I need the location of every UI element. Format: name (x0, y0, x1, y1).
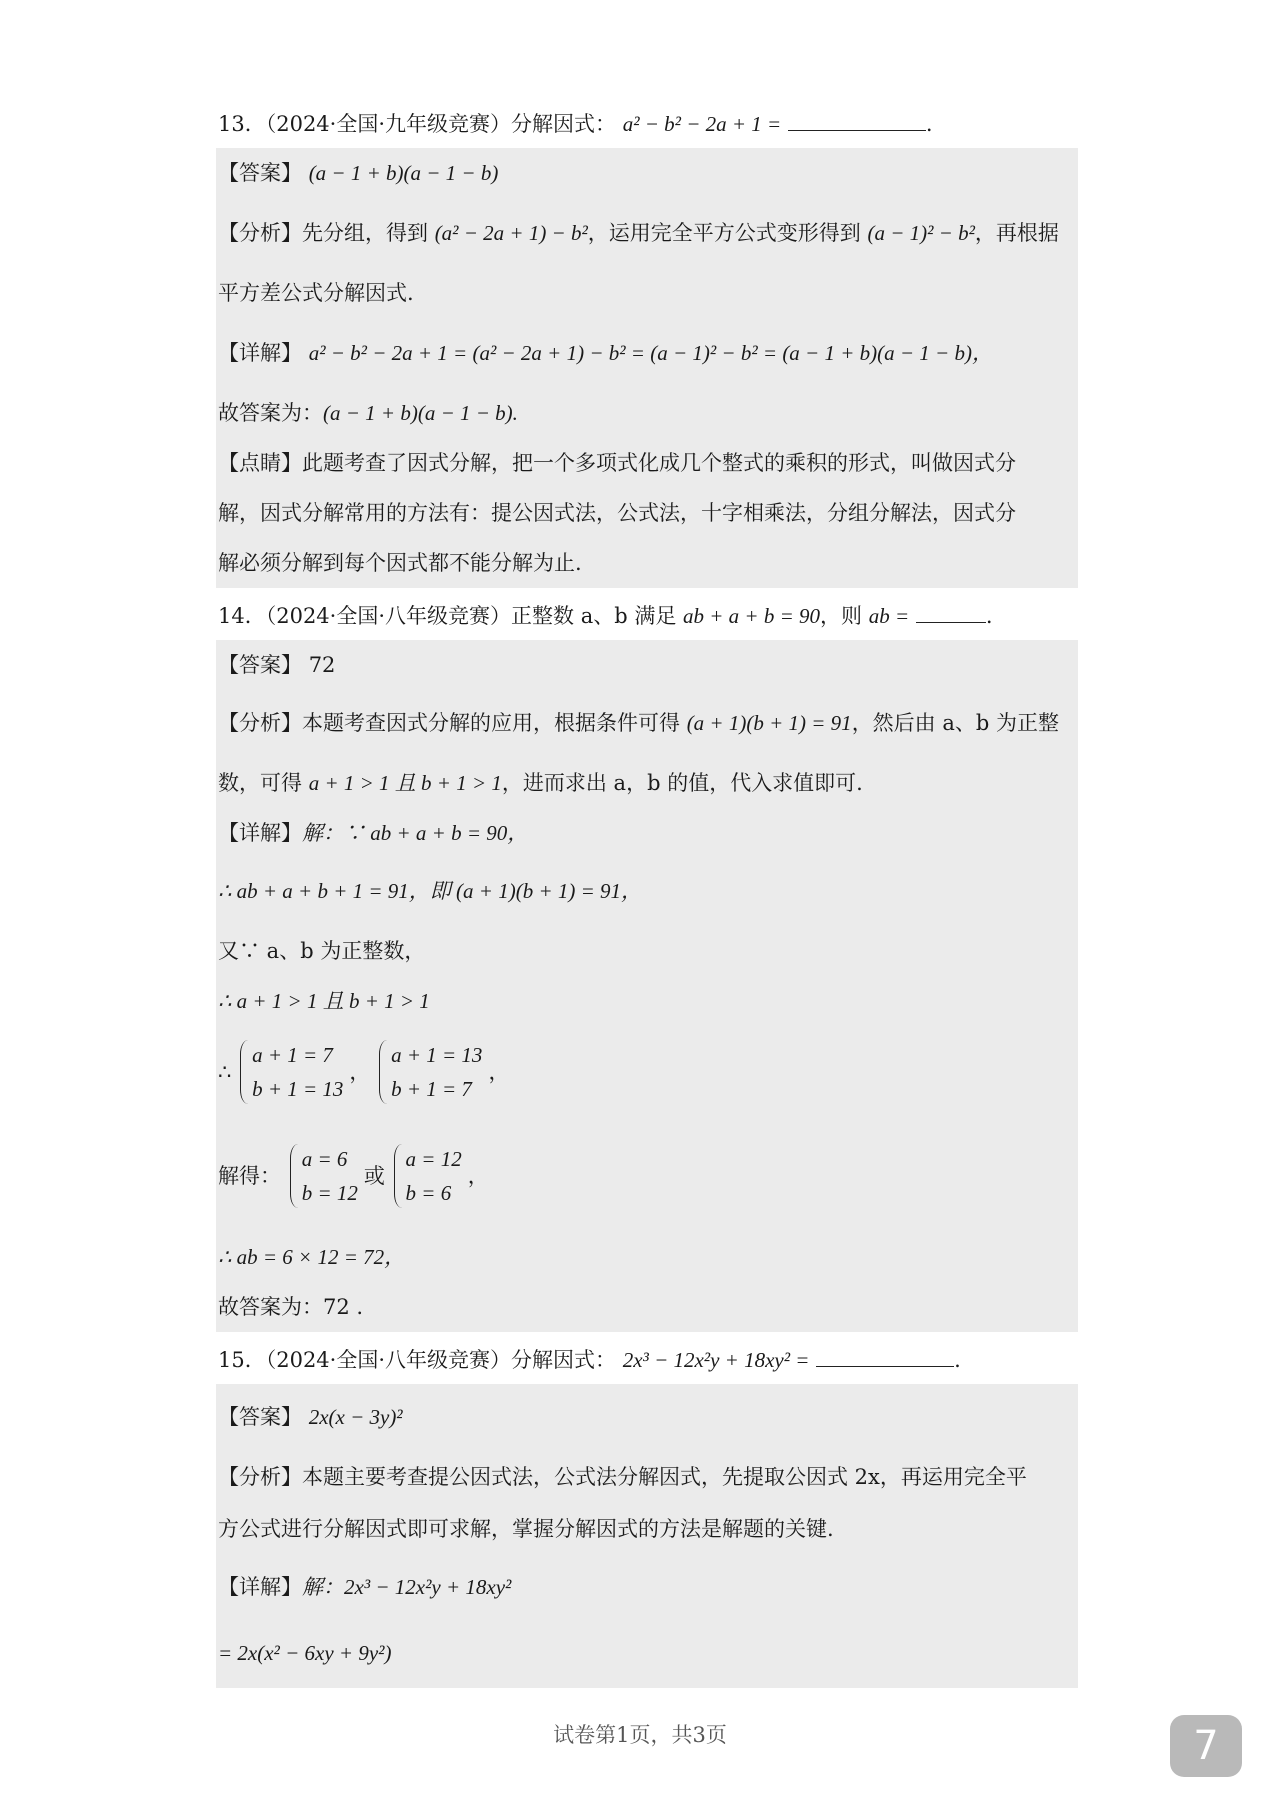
q14-answer-blank (916, 600, 986, 623)
q14-solutions: 解得： a = 6 b = 12 或 a = 12 b = 6 ， (218, 1142, 489, 1210)
q15-answer: 【答案】 2x(x − 3y)² (218, 1405, 403, 1429)
q14-detail-line-4: ∴ a + 1 > 1 且 b + 1 > 1 (218, 989, 430, 1013)
q15-detail-line-2: = 2x(x² − 6xy + 9y²) (218, 1641, 392, 1665)
q13-analysis-line-2: 平方差公式分解因式. (218, 281, 414, 305)
q13-note-line-3: 解必须分解到每个因式都不能分解为止. (218, 551, 582, 575)
q15-answer-blank (816, 1344, 954, 1367)
analysis-label: 【分析】 (218, 711, 302, 735)
q14-answer: 【答案】 72 (218, 653, 336, 677)
equation-system-2: a + 1 = 13 b + 1 = 7 (377, 1038, 482, 1106)
detail-label: 【详解】 (218, 821, 302, 845)
detail-label: 【详解】 (218, 341, 302, 365)
q14-analysis-line-2: 数，可得 a + 1 > 1 且 b + 1 > 1，进而求出 a，b 的值，代入求值即可. (218, 771, 863, 795)
page-number-badge[interactable]: 7 (1170, 1715, 1242, 1777)
q14-detail-line-5: ∴ ab = 6 × 12 = 72， (218, 1245, 406, 1269)
q15-analysis-line-1: 【分析】本题主要考查提公因式法，公式法分解因式，先提取公因式 2x，再运用完全平 (218, 1465, 1027, 1489)
q13-note-line-1: 【点睛】此题考查了因式分解，把一个多项式化成几个整式的乘积的形式，叫做因式分 (218, 451, 1016, 475)
q13-stem: 13．（2024·全国·九年级竞赛）分解因式： a² − b² − 2a + 1 = . (218, 108, 933, 139)
q14-conclusion: 故答案为：72 . (218, 1295, 364, 1319)
page-footer: 试卷第1页，共3页 (553, 1723, 727, 1747)
q14-detail-line-2: ∴ ab + a + b + 1 = 91，即 (a + 1)(b + 1) = 91， (218, 879, 643, 903)
q14-stem: 14．（2024·全国·八年级竞赛）正整数 a、b 满足 ab + a + b = 90，则 ab = . (218, 600, 993, 631)
note-label: 【点睛】 (218, 451, 302, 475)
detail-label: 【详解】 (218, 1575, 302, 1599)
q14-systems: ∴ a + 1 = 7 b + 1 = 13 ， a + 1 = 13 b + 1 = 7 ， (218, 1038, 509, 1106)
q15-detail-line-1: 【详解】解：2x³ − 12x²y + 18xy² (218, 1575, 512, 1599)
q15-expression: 2x³ − 12x²y + 18xy² = (622, 1348, 810, 1372)
answer-label: 【答案】 (218, 653, 302, 677)
solution-system-2: a = 12 b = 6 (392, 1142, 462, 1210)
q14-analysis-line-1: 【分析】本题考查因式分解的应用，根据条件可得 (a + 1)(b + 1) = 91，然后由 a、b 为正整 (218, 711, 1060, 735)
answer-label: 【答案】 (218, 161, 302, 185)
q13-detail: 【详解】 a² − b² − 2a + 1 = (a² − 2a + 1) − b² = (a − 1)² − b² = (a − 1 + b)(a − 1 − b)， (218, 341, 993, 365)
q14-detail-line-1: 【详解】解：∵ ab + a + b = 90， (218, 821, 529, 845)
q13-note-line-2: 解，因式分解常用的方法有：提公因式法，公式法，十字相乘法，分组分解法，因式分 (218, 501, 1016, 525)
analysis-label: 【分析】 (218, 1465, 302, 1489)
q15-analysis-line-2: 方公式进行分解因式即可求解，掌握分解因式的方法是解题的关键. (218, 1517, 834, 1541)
q13-analysis-line-1: 【分析】先分组，得到 (a² − 2a + 1) − b²，运用完全平方公式变形得到 (a − 1)² − b²，再根据 (218, 221, 1059, 245)
q14-detail-line-3: 又∵ a、b 为正整数， (218, 939, 426, 963)
q13-answer-blank (788, 108, 926, 131)
analysis-label: 【分析】 (218, 221, 302, 245)
equation-system-1: a + 1 = 7 b + 1 = 13 (238, 1038, 343, 1106)
q13-answer: 【答案】 (a − 1 + b)(a − 1 − b) (218, 161, 499, 185)
q13-conclusion: 故答案为：(a − 1 + b)(a − 1 − b). (218, 401, 518, 425)
solution-system-1: a = 6 b = 12 (288, 1142, 358, 1210)
q13-expression: a² − b² − 2a + 1 = (622, 112, 782, 136)
answer-label: 【答案】 (218, 1405, 302, 1429)
q15-stem: 15．（2024·全国·八年级竞赛）分解因式： 2x³ − 12x²y + 18xy² = . (218, 1344, 961, 1375)
